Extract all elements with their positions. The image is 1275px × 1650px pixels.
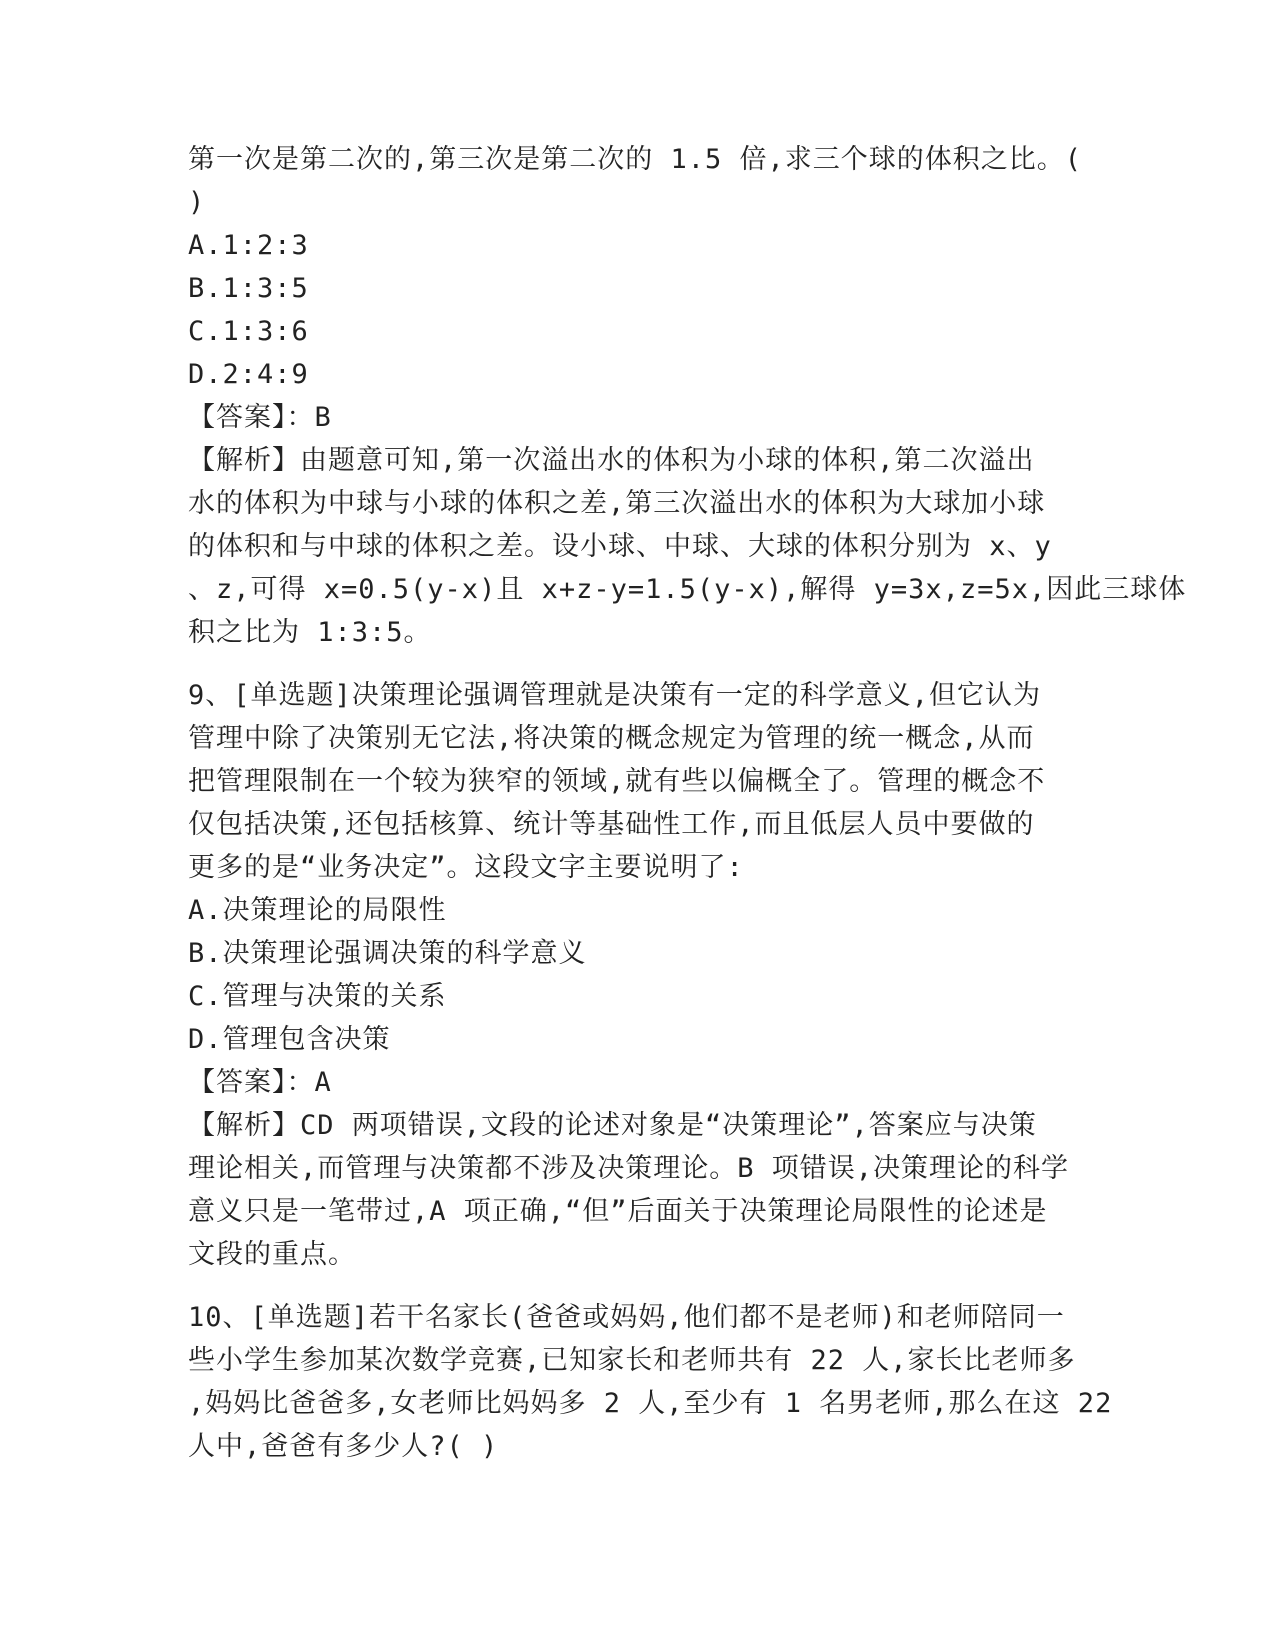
question-10 [188,1296,1113,1468]
question-text-line: 更多的是“业务决定”。这段文字主要说明了: [188,852,744,883]
option-d: D.管理包含决策 [188,1024,391,1055]
question-9 [188,674,1088,1276]
analysis-line: 积之比为 1:3:5。 [188,617,432,648]
question-text-line: 10、[单选题]若干名家长(爸爸或妈妈,他们都不是老师)和老师陪同一 [188,1302,1065,1333]
question-text-line: 把管理限制在一个较为狭窄的领域,就有些以偏概全了。管理的概念不 [188,766,1046,797]
section-gap [188,1276,1088,1296]
question-text-line: 管理中除了决策别无它法,将决策的概念规定为管理的统一概念,从而 [188,723,1035,754]
option-b: B.决策理论强调决策的科学意义 [188,938,587,969]
document-page [188,138,1187,1468]
question-text-line: 些小学生参加某次数学竞赛,已知家长和老师共有 22 人,家长比老师多 [188,1345,1076,1376]
question-text-line: ,妈妈比爸爸多,女老师比妈妈多 2 人,至少有 1 名男老师,那么在这 22 [188,1388,1113,1419]
option-a: A.决策理论的局限性 [188,895,447,926]
analysis-line: 文段的重点。 [188,1239,356,1270]
answer-line: 【答案】：A [188,1067,332,1098]
analysis-line: 【解析】CD 两项错误,文段的论述对象是“决策理论”,答案应与决策 [188,1110,1037,1141]
question-text-line: ) [188,187,206,218]
analysis-line: 水的体积为中球与小球的体积之差,第三次溢出水的体积为大球加小球 [188,488,1046,519]
answer-line: 【答案】：B [188,402,332,433]
option-c: C.1:3:6 [188,316,309,347]
question-text-line: 9、[单选题]决策理论强调管理就是决策有一定的科学意义,但它认为 [188,680,1042,711]
question-8-continued [188,138,1187,654]
analysis-line: 【解析】由题意可知,第一次溢出水的体积为小球的体积,第二次溢出 [188,445,1035,476]
question-text-line: 人中,爸爸有多少人?( ) [188,1431,499,1462]
analysis-line: 意义只是一笔带过,A 项正确,“但”后面关于决策理论局限性的论述是 [188,1196,1048,1227]
option-d: D.2:4:9 [188,359,309,390]
section-gap [188,654,1088,674]
analysis-line: 、z,可得 x=0.5(y-x)且 x+z-y=1.5(y-x),解得 y=3x,z=5x,因此三球体 [188,574,1187,605]
question-text-line: 第一次是第二次的,第三次是第二次的 1.5 倍,求三个球的体积之比。( [188,144,1083,175]
option-a: A.1:2:3 [188,230,309,261]
analysis-line: 理论相关,而管理与决策都不涉及决策理论。B 项错误,决策理论的科学 [188,1153,1070,1184]
question-text-line: 仅包括决策,还包括核算、统计等基础性工作,而且低层人员中要做的 [188,809,1035,840]
option-b: B.1:3:5 [188,273,309,304]
option-c: C.管理与决策的关系 [188,981,447,1012]
analysis-line: 的体积和与中球的体积之差。设小球、中球、大球的体积分别为 x、y [188,531,1052,562]
